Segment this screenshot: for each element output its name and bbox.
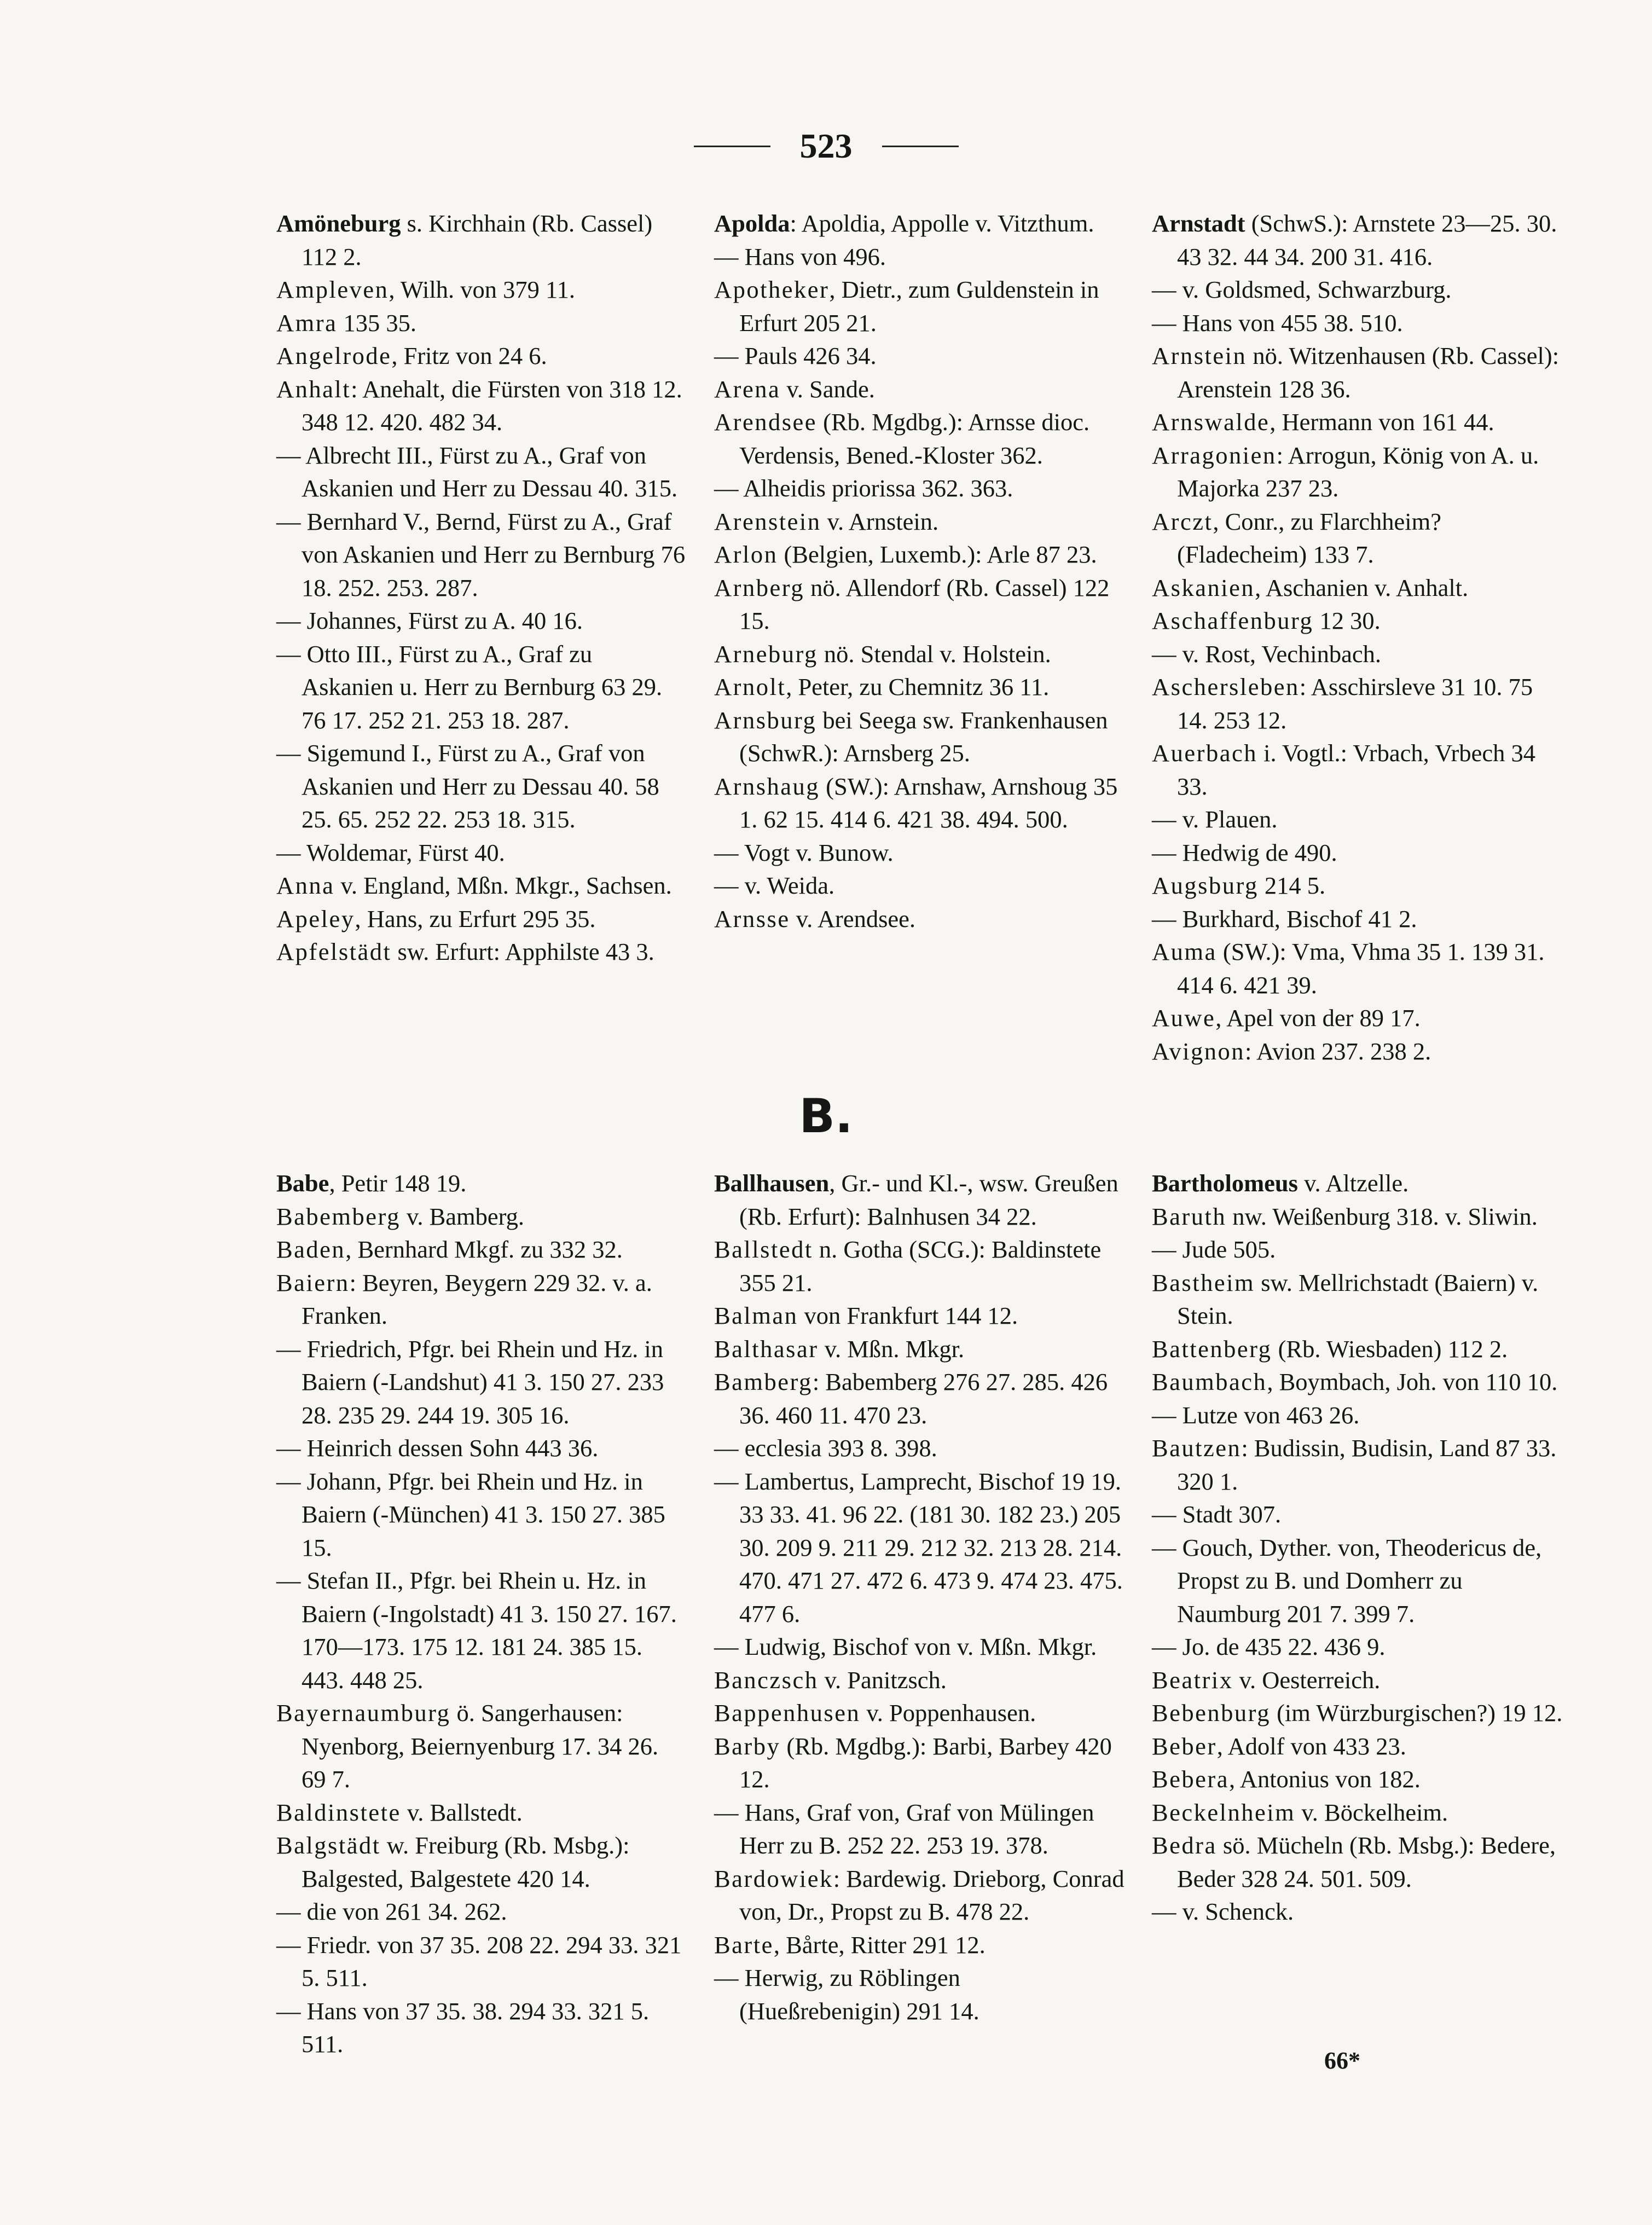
index-entry xyxy=(714,571,1126,638)
index-entry xyxy=(1152,803,1563,836)
index-entry xyxy=(1152,638,1563,671)
entry-headword: Auma xyxy=(1152,938,1217,965)
entry-text: , Hermann von 161 44. xyxy=(1270,408,1494,436)
entry-text: — Johann, Pfgr. bei Rhein und Hz. in Baiern (-München) 41 3. 150 27. 385 15. xyxy=(276,1467,665,1561)
index-entry xyxy=(1152,670,1563,737)
entry-text: , Gr.- und Kl.-, wsw. Greußen (Rb. Erfurt): Balnhusen 34 22. xyxy=(739,1169,1118,1230)
entry-text: — Burkhard, Bischof 41 2. xyxy=(1152,905,1417,932)
entry-text: 214 5. xyxy=(1258,872,1326,899)
index-entry xyxy=(1152,1630,1563,1664)
entry-text: sö. Mücheln (Rb. Msbg.): Bedere, Beder 328 24. 501. 509. xyxy=(1177,1832,1556,1892)
entry-headword: Amöneburg xyxy=(276,210,401,237)
entry-headword: Arnstadt xyxy=(1152,210,1245,237)
index-column-b1 xyxy=(276,1167,688,2061)
entry-text: — Vogt v. Bunow. xyxy=(714,838,894,866)
entry-headword: Amra xyxy=(276,309,338,337)
entry-text: (Rb. Mgdbg.): Barbi, Barbey 420 12. xyxy=(739,1732,1112,1793)
index-entry xyxy=(1152,1432,1563,1498)
entry-headword: Arczt xyxy=(1152,507,1213,535)
entry-text: , Apel von der 89 17. xyxy=(1215,1004,1421,1032)
entry-text: , Bårte, Ritter 291 12. xyxy=(773,1931,986,1959)
entry-text: — v. Weida. xyxy=(714,872,835,899)
entry-text: : Anehalt, die Fürsten von 318 12. 348 12. 420. 482 34. xyxy=(302,375,682,436)
entry-text: von Frankfurt 144 12. xyxy=(798,1302,1018,1329)
index-entry xyxy=(276,1995,688,2061)
index-entry xyxy=(276,604,688,638)
entry-headword: Baumbach xyxy=(1152,1368,1267,1395)
entry-headword: Babemberg xyxy=(276,1202,401,1230)
entry-text: (Rb. Wiesbaden) 112 2. xyxy=(1272,1335,1508,1363)
index-entry xyxy=(714,1862,1126,1928)
index-entry xyxy=(1152,571,1563,605)
index-entry xyxy=(714,405,1126,472)
entry-text: — ecclesia 393 8. 398. xyxy=(714,1434,937,1462)
entry-text: — die von 261 34. 262. xyxy=(276,1898,507,1925)
index-entry xyxy=(714,1928,1126,1962)
entry-headword: Baruth xyxy=(1152,1202,1227,1230)
index-entry xyxy=(276,273,688,306)
entry-text: — Pauls 426 34. xyxy=(714,342,877,369)
entry-text: (SchwS.): Arnstete 23—25. 30. 43 32. 44 34. 200 31. 416. xyxy=(1177,210,1557,270)
entry-text: — Hans von 496. xyxy=(714,242,886,270)
entry-text: n. Gotha (SCG.): Baldinstete 355 21. xyxy=(739,1236,1102,1296)
entry-text: v. Poppenhausen. xyxy=(860,1699,1036,1726)
entry-headword: Bedra xyxy=(1152,1832,1217,1859)
index-entry xyxy=(1152,604,1563,638)
index-entry xyxy=(714,1233,1126,1299)
entry-headword: Apolda xyxy=(714,210,790,237)
index-entry xyxy=(1152,1332,1563,1366)
header-rule-right xyxy=(882,146,959,147)
entry-text: v. Altzelle. xyxy=(1298,1169,1409,1197)
entry-text: : Budissin, Budisin, Land 87 33. 320 1. xyxy=(1177,1434,1557,1495)
entry-text: v. Arnstein. xyxy=(821,507,939,535)
entry-headword: Arendsee xyxy=(714,408,818,436)
entry-headword: Balman xyxy=(714,1302,798,1329)
entry-text: v. Böckelheim. xyxy=(1295,1798,1448,1826)
index-entry xyxy=(1152,737,1563,803)
entry-headword: Balthasar xyxy=(714,1335,819,1363)
index-column-a3 xyxy=(1152,207,1563,1068)
index-entry xyxy=(1152,1035,1563,1068)
index-entry xyxy=(276,1332,688,1432)
entry-headword: Baldinstete xyxy=(276,1798,401,1826)
entry-text: , Dietr., zum Guldenstein in Erfurt 205 21. xyxy=(739,276,1099,337)
entry-text: v. Panitzsch. xyxy=(818,1666,947,1694)
entry-headword: Anhalt xyxy=(276,375,351,403)
index-entry xyxy=(1152,1664,1563,1697)
entry-text: i. Vogtl.: Vrbach, Vrbech 34 33. xyxy=(1177,739,1535,800)
index-column-b3 xyxy=(1152,1167,1563,1928)
index-entry xyxy=(714,207,1126,240)
index-entry xyxy=(276,1266,688,1332)
entry-headword: Beber xyxy=(1152,1732,1217,1760)
entry-text: — Albrecht III., Fürst zu A., Graf von Askanien und Herr zu Dessau 40. 315. xyxy=(276,441,678,502)
entry-headword: Bautzen xyxy=(1152,1434,1242,1462)
index-entry xyxy=(276,1200,688,1233)
entry-headword: Beckelnheim xyxy=(1152,1798,1296,1826)
index-entry xyxy=(276,1564,688,1696)
index-entry xyxy=(1152,1233,1563,1266)
index-entry xyxy=(1152,273,1563,306)
index-entry xyxy=(1152,1200,1563,1233)
index-entry xyxy=(1152,1763,1563,1796)
index-entry xyxy=(714,1432,1126,1465)
page-number: 523 xyxy=(799,126,853,165)
entry-text: — v. Plauen. xyxy=(1152,806,1278,833)
entry-text: 135 35. xyxy=(337,309,416,337)
entry-text: bei Seega sw. Frankenhausen (SchwR.): Arnsberg 25. xyxy=(739,706,1108,767)
entry-text: — Herwig, zu Röblingen (Hueßrebenigin) 291 14. xyxy=(714,1964,979,2025)
entry-headword: Banczsch xyxy=(714,1666,819,1694)
index-entry xyxy=(1152,1696,1563,1730)
entry-headword: Aschersleben xyxy=(1152,673,1300,700)
index-entry xyxy=(1152,902,1563,936)
entry-text: , Aschanien v. Anhalt. xyxy=(1255,573,1469,601)
entry-text: , Peter, zu Chemnitz 36 11. xyxy=(786,673,1050,700)
entry-headword: Arneburg xyxy=(714,640,818,668)
index-entry xyxy=(714,505,1126,538)
entry-headword: Ballhausen xyxy=(714,1169,830,1197)
entry-headword: Avignon xyxy=(1152,1037,1245,1065)
entry-text: , Bernhard Mkgf. zu 332 32. xyxy=(345,1236,623,1263)
index-entry xyxy=(276,902,688,936)
index-entry xyxy=(1152,1167,1563,1200)
entry-headword: Battenberg xyxy=(1152,1335,1272,1363)
index-entry xyxy=(1152,1266,1563,1332)
entry-text: v. Oesterreich. xyxy=(1233,1666,1381,1694)
index-entry xyxy=(1152,1365,1563,1399)
entry-text: — Bernhard V., Bernd, Fürst zu A., Graf von Askanien und Herr zu Bernburg 76 18. 252. 253. 287. xyxy=(276,507,686,601)
entry-headword: Bamberg xyxy=(714,1368,813,1395)
index-entry xyxy=(276,836,688,870)
entry-headword: Angelrode xyxy=(276,342,392,369)
entry-text: nw. Weißenburg 318. v. Sliwin. xyxy=(1226,1202,1538,1230)
index-entry xyxy=(276,869,688,902)
entry-text: — Johannes, Fürst zu A. 40 16. xyxy=(276,607,583,634)
entry-text: v. Mßn. Mkgr. xyxy=(818,1335,965,1363)
index-entry xyxy=(276,935,688,969)
entry-headword: Bardowiek xyxy=(714,1864,833,1892)
index-entry xyxy=(714,770,1126,836)
entry-text: v. England, Mßn. Mkgr., Sachsen. xyxy=(334,872,672,899)
entry-text: v. Bamberg. xyxy=(400,1202,525,1230)
entry-text: — v. Rost, Vechinbach. xyxy=(1152,640,1381,668)
entry-headword: Arragonien xyxy=(1152,441,1277,469)
index-entry xyxy=(714,538,1126,571)
index-entry xyxy=(276,1696,688,1796)
entry-text: — Heinrich dessen Sohn 443 36. xyxy=(276,1434,599,1462)
entry-text: : Bardewig. Drieborg, Conrad von, Dr., Propst zu B. 478 22. xyxy=(739,1864,1124,1925)
index-entry xyxy=(1152,836,1563,870)
entry-headword: Bappenhusen xyxy=(714,1699,861,1726)
entry-headword: Barte xyxy=(714,1931,774,1959)
entry-text: — Gouch, Dyther. von, Theodericus de, Propst zu B. und Domherr zu Naumburg 201 7. 399 7. xyxy=(1152,1533,1542,1627)
entry-text: nö. Stendal v. Holstein. xyxy=(818,640,1051,668)
entry-headword: Ampleven xyxy=(276,276,389,303)
entry-headword: Bartholomeus xyxy=(1152,1169,1298,1197)
index-entry xyxy=(276,1465,688,1565)
index-entry xyxy=(276,439,688,505)
entry-text: : Avion 237. 238 2. xyxy=(1244,1037,1431,1065)
entry-headword: Baiern xyxy=(276,1268,350,1296)
entry-headword: Ballstedt xyxy=(714,1236,813,1263)
entry-text: (im Würzburgischen?) 19 12. xyxy=(1270,1699,1563,1726)
entry-headword: Bebenburg xyxy=(1152,1699,1271,1726)
index-entry xyxy=(1152,935,1563,1001)
entry-text: sw. Mellrichstadt (Baiern) v. Stein. xyxy=(1177,1268,1539,1329)
entry-headword: Arenstein xyxy=(714,507,821,535)
index-entry xyxy=(714,339,1126,373)
entry-headword: Arnshaug xyxy=(714,772,820,800)
index-entry xyxy=(714,373,1126,406)
index-entry xyxy=(1152,1796,1563,1829)
index-entry xyxy=(1152,1895,1563,1928)
entry-headword: Arnberg xyxy=(714,573,804,601)
index-entry xyxy=(276,505,688,605)
entry-headword: Beatrix xyxy=(1152,1666,1233,1694)
entry-headword: Askanien xyxy=(1152,573,1255,601)
index-entry xyxy=(1152,339,1563,405)
entry-headword: Balgstädt xyxy=(276,1832,381,1859)
entry-text: — Friedr. von 37 35. 208 22. 294 33. 321 5. 511. xyxy=(276,1931,682,1991)
index-entry xyxy=(714,704,1126,770)
entry-text: nö. Allendorf (Rb. Cassel) 122 15. xyxy=(739,573,1110,634)
entry-text: — Stadt 307. xyxy=(1152,1500,1282,1528)
entry-headword: Arnsse xyxy=(714,905,790,932)
entry-text: , Hans, zu Erfurt 295 35. xyxy=(355,905,596,932)
entry-text: — Hans, Graf von, Graf von Mülingen Herr zu B. 252 22. 253 19. 378. xyxy=(714,1798,1094,1859)
entry-text: — Friedrich, Pfgr. bei Rhein und Hz. in Baiern (-Landshut) 41 3. 150 27. 233 28. 235 29. 244 19. 305 16. xyxy=(276,1335,664,1429)
entry-text: — Lutze von 463 26. xyxy=(1152,1401,1360,1429)
entry-text: — Sigemund I., Fürst zu A., Graf von Askanien und Herr zu Dessau 40. 58 25. 65. 252 22. 253 18. 315. xyxy=(276,739,659,833)
index-entry xyxy=(1152,1498,1563,1531)
index-entry xyxy=(714,1332,1126,1366)
entry-headword: Bebera xyxy=(1152,1765,1230,1793)
entry-text: : Babemberg 276 27. 285. 426 36. 460 11. 470 23. xyxy=(739,1368,1108,1429)
entry-text: : Arrogun, König von A. u. Majorka 237 23. xyxy=(1177,441,1539,502)
entry-text: , Fritz von 24 6. xyxy=(391,342,547,369)
signature-mark: 66* xyxy=(1324,2047,1360,2074)
index-entry xyxy=(1152,1531,1563,1631)
entry-headword: Apeley xyxy=(276,905,355,932)
entry-headword: Arnolt xyxy=(714,673,786,700)
entry-headword: Anna xyxy=(276,872,335,899)
entry-headword: Barby xyxy=(714,1732,781,1760)
entry-text: , Adolf von 433 23. xyxy=(1216,1732,1406,1760)
index-entry xyxy=(276,1928,688,1995)
index-entry xyxy=(276,1829,688,1895)
index-entry xyxy=(276,638,688,737)
entry-headword: Augsburg xyxy=(1152,872,1259,899)
entry-headword: Bastheim xyxy=(1152,1268,1255,1296)
index-entry xyxy=(276,1895,688,1928)
index-entry xyxy=(276,306,688,340)
index-entry xyxy=(276,373,688,439)
index-column-a2 xyxy=(714,207,1126,935)
index-entry xyxy=(714,1730,1126,1796)
index-entry xyxy=(1152,869,1563,902)
index-entry xyxy=(1152,1829,1563,1895)
index-entry xyxy=(714,240,1126,274)
entry-text: , Antonius von 182. xyxy=(1229,1765,1421,1793)
entry-text: sw. Erfurt: Apphilste 43 3. xyxy=(391,938,654,965)
entry-text: ö. Sangerhausen: Nyenborg, Beiernyenburg 17. 34 26. 69 7. xyxy=(302,1699,659,1793)
entry-headword: Arena xyxy=(714,375,781,403)
entry-headword: Auwe xyxy=(1152,1004,1216,1032)
entry-text: — v. Schenck. xyxy=(1152,1898,1294,1925)
index-entry xyxy=(276,1796,688,1829)
index-entry xyxy=(714,902,1126,936)
index-entry xyxy=(1152,1399,1563,1432)
index-entry xyxy=(714,1696,1126,1730)
index-entry xyxy=(276,1167,688,1200)
index-entry xyxy=(1152,505,1563,571)
entry-text: : Apoldia, Appolle v. Vitzthum. xyxy=(790,210,1094,237)
index-entry xyxy=(714,1167,1126,1233)
entry-headword: Apotheker xyxy=(714,276,830,303)
index-entry xyxy=(1152,1001,1563,1035)
index-entry xyxy=(714,670,1126,704)
index-entry xyxy=(714,1796,1126,1862)
entry-text: — Woldemar, Fürst 40. xyxy=(276,838,505,866)
index-column-b2 xyxy=(714,1167,1126,2027)
entry-headword: Aschaffenburg xyxy=(1152,607,1314,634)
page-header xyxy=(0,126,1652,166)
index-entry xyxy=(714,1630,1126,1664)
entry-text: , Boymbach, Joh. von 110 10. xyxy=(1267,1368,1558,1395)
index-entry xyxy=(714,1465,1126,1631)
entry-text: nö. Witzenhausen (Rb. Cassel): Arenstein 128 36. xyxy=(1177,342,1560,403)
entry-text: s. Kirchhain (Rb. Cassel) 112 2. xyxy=(302,210,653,270)
index-entry xyxy=(714,472,1126,505)
index-entry xyxy=(1152,439,1563,505)
index-entry xyxy=(714,869,1126,902)
entry-text: , Conr., zu Flarchheim? (Fladecheim) 133 7. xyxy=(1177,507,1442,568)
entry-headword: Arnsburg xyxy=(714,706,817,734)
entry-text: — v. Goldsmed, Schwarzburg. xyxy=(1152,276,1452,303)
entry-headword: Arnstein xyxy=(1152,342,1247,369)
entry-text: — Jude 505. xyxy=(1152,1236,1276,1263)
index-entry xyxy=(714,638,1126,671)
entry-text: — Otto III., Fürst zu A., Graf zu Askanien u. Herr zu Bernburg 63 29. 76 17. 252 21. 253 18. 287. xyxy=(276,640,663,734)
entry-text: , Wilh. von 379 11. xyxy=(389,276,575,303)
entry-text: — Alheidis priorissa 362. 363. xyxy=(714,474,1013,502)
entry-text: — Lambertus, Lamprecht, Bischof 19 19. 33 33. 41. 96 22. (181 30. 182 23.) 205 30. 209 9. 211 29. 212 32. 213 28. 214. 470. 471 27. 472 6. 473 9. 474 23. 475. 477 6. xyxy=(714,1467,1123,1627)
index-entry xyxy=(276,339,688,373)
entry-text: — Jo. de 435 22. 436 9. xyxy=(1152,1633,1386,1660)
section-letter: B. xyxy=(799,1089,853,1144)
entry-headword: Arlon xyxy=(714,541,778,568)
index-entry xyxy=(714,1299,1126,1332)
index-entry xyxy=(276,207,688,273)
index-entry xyxy=(714,273,1126,339)
header-rule-left xyxy=(694,146,770,147)
index-entry xyxy=(1152,207,1563,273)
entry-text: (SW.): Arnshaw, Arnshoug 35 1. 62 15. 414 6. 421 38. 494. 500. xyxy=(739,772,1118,833)
entry-headword: Arnswalde xyxy=(1152,408,1270,436)
entry-headword: Baden xyxy=(276,1236,346,1263)
entry-text: — Hans von 455 38. 510. xyxy=(1152,309,1403,337)
entry-text: — Ludwig, Bischof von v. Mßn. Mkgr. xyxy=(714,1633,1097,1660)
entry-text: w. Freiburg (Rb. Msbg.): Balgested, Balgestete 420 14. xyxy=(302,1832,630,1892)
entry-text: — Stefan II., Pfgr. bei Rhein u. Hz. in Baiern (-Ingolstadt) 41 3. 150 27. 167. 170—173. 175 12. 181 24. 385 15. 443. 448 25. xyxy=(276,1567,677,1694)
entry-headword: Babe xyxy=(276,1169,329,1197)
index-entry xyxy=(714,1664,1126,1697)
index-entry xyxy=(276,737,688,836)
entry-text: 12 30. xyxy=(1313,607,1381,634)
index-entry xyxy=(714,836,1126,870)
index-entry xyxy=(276,1233,688,1266)
index-entry xyxy=(714,1365,1126,1432)
index-entry xyxy=(714,1961,1126,2027)
entry-text: : Beyren, Beygern 229 32. v. a. Franken. xyxy=(302,1268,652,1329)
entry-text: (Belgien, Luxemb.): Arle 87 23. xyxy=(778,541,1097,568)
index-entry xyxy=(1152,405,1563,439)
entry-headword: Apfelstädt xyxy=(276,938,392,965)
index-entry xyxy=(276,1432,688,1465)
entry-text: — Hans von 37 35. 38. 294 33. 321 5. 511. xyxy=(276,1997,650,2058)
index-column-a1 xyxy=(276,207,688,969)
entry-text: v. Sande. xyxy=(780,375,875,403)
entry-text: v. Arendsee. xyxy=(790,905,916,932)
entry-text: v. Ballstedt. xyxy=(401,1798,523,1826)
entry-text: — Hedwig de 490. xyxy=(1152,838,1337,866)
entry-headword: Bayernaumburg xyxy=(276,1699,451,1726)
index-entry xyxy=(1152,306,1563,340)
entry-text: (SW.): Vma, Vhma 35 1. 139 31. 414 6. 421 39. xyxy=(1177,938,1545,999)
entry-text: (Rb. Mgdbg.): Arnsse dioc. Verdensis, Bened.-Kloster 362. xyxy=(739,408,1090,469)
entry-text: , Petir 148 19. xyxy=(329,1169,467,1197)
entry-headword: Auerbach xyxy=(1152,739,1257,767)
entry-text: : Asschirsleve 31 10. 75 14. 253 12. xyxy=(1177,673,1533,734)
index-entry xyxy=(1152,1730,1563,1763)
